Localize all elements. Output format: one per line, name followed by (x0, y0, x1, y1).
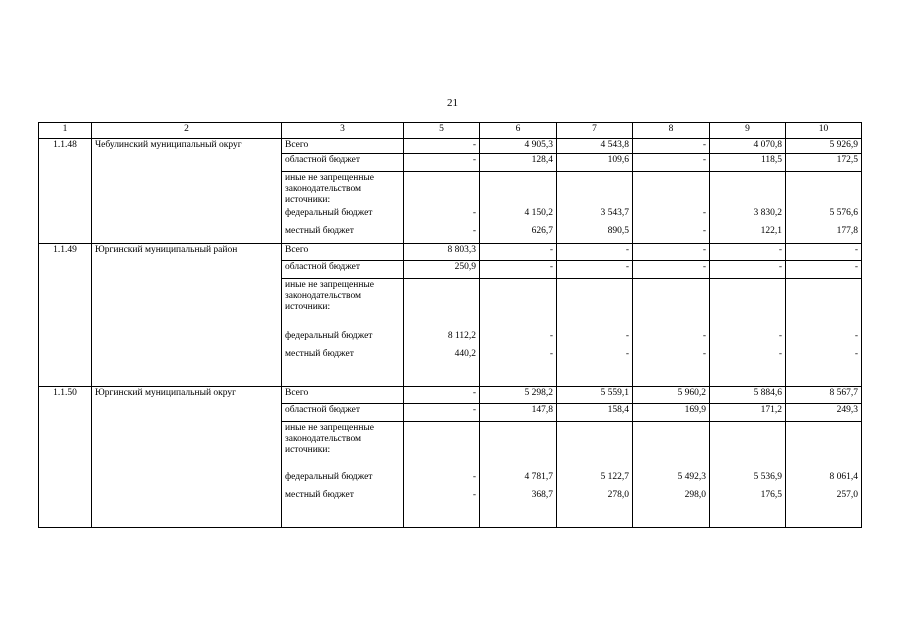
value-cell: 172,5 (786, 154, 862, 172)
value-cell: - (557, 243, 633, 260)
value-cell: 4 543,8 (557, 139, 633, 154)
value-cell: - (786, 243, 862, 260)
value-cell: 5 884,6 (710, 386, 786, 403)
value-cell: - (786, 260, 862, 278)
header-cell: 8 (633, 123, 710, 139)
row-code: 1.1.50 (39, 386, 92, 527)
row-label: Всего (282, 243, 404, 260)
value-cell: 109,6 (557, 154, 633, 172)
value-cell: 890,5 (557, 225, 633, 243)
label-line: источники: (285, 195, 331, 205)
header-cell: 9 (710, 123, 786, 139)
value-cell: - (710, 348, 786, 386)
value-cell: - (786, 348, 862, 386)
value-cell: - (404, 225, 480, 243)
value-cell: - (786, 330, 862, 348)
value-cell: 118,5 (710, 154, 786, 172)
value-cell: 250,9 (404, 260, 480, 278)
value-cell: - (404, 386, 480, 403)
value-cell: - (633, 348, 710, 386)
value-cell: - (404, 403, 480, 421)
value-cell: 440,2 (404, 348, 480, 386)
page-number: 21 (447, 97, 458, 109)
row-label: областной бюджет (282, 403, 404, 421)
value-cell: 158,4 (557, 403, 633, 421)
value-cell: - (404, 139, 480, 154)
value-cell: - (404, 489, 480, 527)
value-cell: 5 559,1 (557, 386, 633, 403)
table-row (39, 243, 862, 260)
header-cell: 6 (480, 123, 557, 139)
value-cell: 626,7 (480, 225, 557, 243)
value-cell: 5 492,3 (633, 471, 710, 489)
row-label: федеральный бюджет (282, 207, 404, 225)
row-code: 1.1.48 (39, 139, 92, 244)
value-cell: - (480, 330, 557, 348)
value-cell: - (480, 260, 557, 278)
header-cell: 3 (282, 123, 404, 139)
row-label: местный бюджет (282, 348, 404, 386)
municipality-name: Чебулинский муниципальный округ (92, 139, 282, 244)
value-cell: 8 112,2 (404, 330, 480, 348)
value-cell: 249,3 (786, 403, 862, 421)
budget-table (38, 122, 862, 528)
row-label: местный бюджет (282, 489, 404, 527)
header-cell: 5 (404, 123, 480, 139)
value-cell: - (480, 243, 557, 260)
municipality-name: Юргинский муниципальный район (92, 243, 282, 386)
value-cell: 4 781,7 (480, 471, 557, 489)
value-cell: - (710, 243, 786, 260)
header-cell: 7 (557, 123, 633, 139)
value-cell: 8 567,7 (786, 386, 862, 403)
header-cell: 1 (39, 123, 92, 139)
value-cell: 177,8 (786, 225, 862, 243)
value-cell: 257,0 (786, 489, 862, 527)
value-cell: - (557, 260, 633, 278)
label-line: иные не запрещенные (285, 422, 375, 433)
row-label: федеральный бюджет (282, 330, 404, 348)
value-cell: 298,0 (633, 489, 710, 527)
municipality-name: Юргинский муниципальный округ (92, 386, 282, 527)
value-cell: 5 926,9 (786, 139, 862, 154)
value-cell: - (633, 207, 710, 225)
value-cell: 3 830,2 (710, 207, 786, 225)
value-cell: 176,5 (710, 489, 786, 527)
value-cell: 5 536,9 (710, 471, 786, 489)
value-cell: 147,8 (480, 403, 557, 421)
value-cell: 5 298,2 (480, 386, 557, 403)
value-cell: 4 150,2 (480, 207, 557, 225)
value-cell: 122,1 (710, 225, 786, 243)
row-label-multiline (282, 421, 404, 471)
value-cell: 368,7 (480, 489, 557, 527)
row-label: областной бюджет (282, 260, 404, 278)
value-cell: 8 061,4 (786, 471, 862, 489)
value-cell: 128,4 (480, 154, 557, 172)
row-label-multiline (282, 278, 404, 330)
value-cell: - (710, 260, 786, 278)
value-cell: - (710, 330, 786, 348)
label-line: законодательством (285, 433, 362, 444)
row-label: федеральный бюджет (282, 471, 404, 489)
value-cell: 5 960,2 (633, 386, 710, 403)
label-line: законодательством (285, 184, 362, 194)
row-label: Всего (282, 139, 404, 154)
label-line: иные не запрещенные (285, 173, 375, 183)
value-cell: 4 070,8 (710, 139, 786, 154)
value-cell: - (633, 154, 710, 172)
value-cell: - (633, 225, 710, 243)
row-label: Всего (282, 386, 404, 403)
value-cell: 4 905,3 (480, 139, 557, 154)
value-cell: - (633, 330, 710, 348)
value-cell: 169,9 (633, 403, 710, 421)
value-cell: 8 803,3 (404, 243, 480, 260)
value-cell: - (633, 139, 710, 154)
table-row (39, 139, 862, 154)
value-cell: - (404, 154, 480, 172)
value-cell: - (557, 330, 633, 348)
value-cell: 5 576,6 (786, 207, 862, 225)
header-cell: 2 (92, 123, 282, 139)
value-cell: 278,0 (557, 489, 633, 527)
value-cell: 3 543,7 (557, 207, 633, 225)
row-label: местный бюджет (282, 225, 404, 243)
value-cell: - (557, 348, 633, 386)
value-cell: - (633, 260, 710, 278)
value-cell: 5 122,7 (557, 471, 633, 489)
value-cell: 171,2 (710, 403, 786, 421)
label-line: иные не запрещенные (285, 279, 375, 290)
row-code: 1.1.49 (39, 243, 92, 386)
value-cell: - (480, 348, 557, 386)
header-cell: 10 (786, 123, 862, 139)
label-line: законодательством (285, 290, 362, 301)
table-row (39, 386, 862, 403)
label-line: источники: (285, 444, 331, 455)
row-label-multiline (282, 172, 404, 208)
value-cell: - (633, 243, 710, 260)
row-label: областной бюджет (282, 154, 404, 172)
label-line: источники: (285, 301, 331, 312)
table-header-row (39, 123, 862, 139)
value-cell: - (404, 471, 480, 489)
value-cell: - (404, 207, 480, 225)
